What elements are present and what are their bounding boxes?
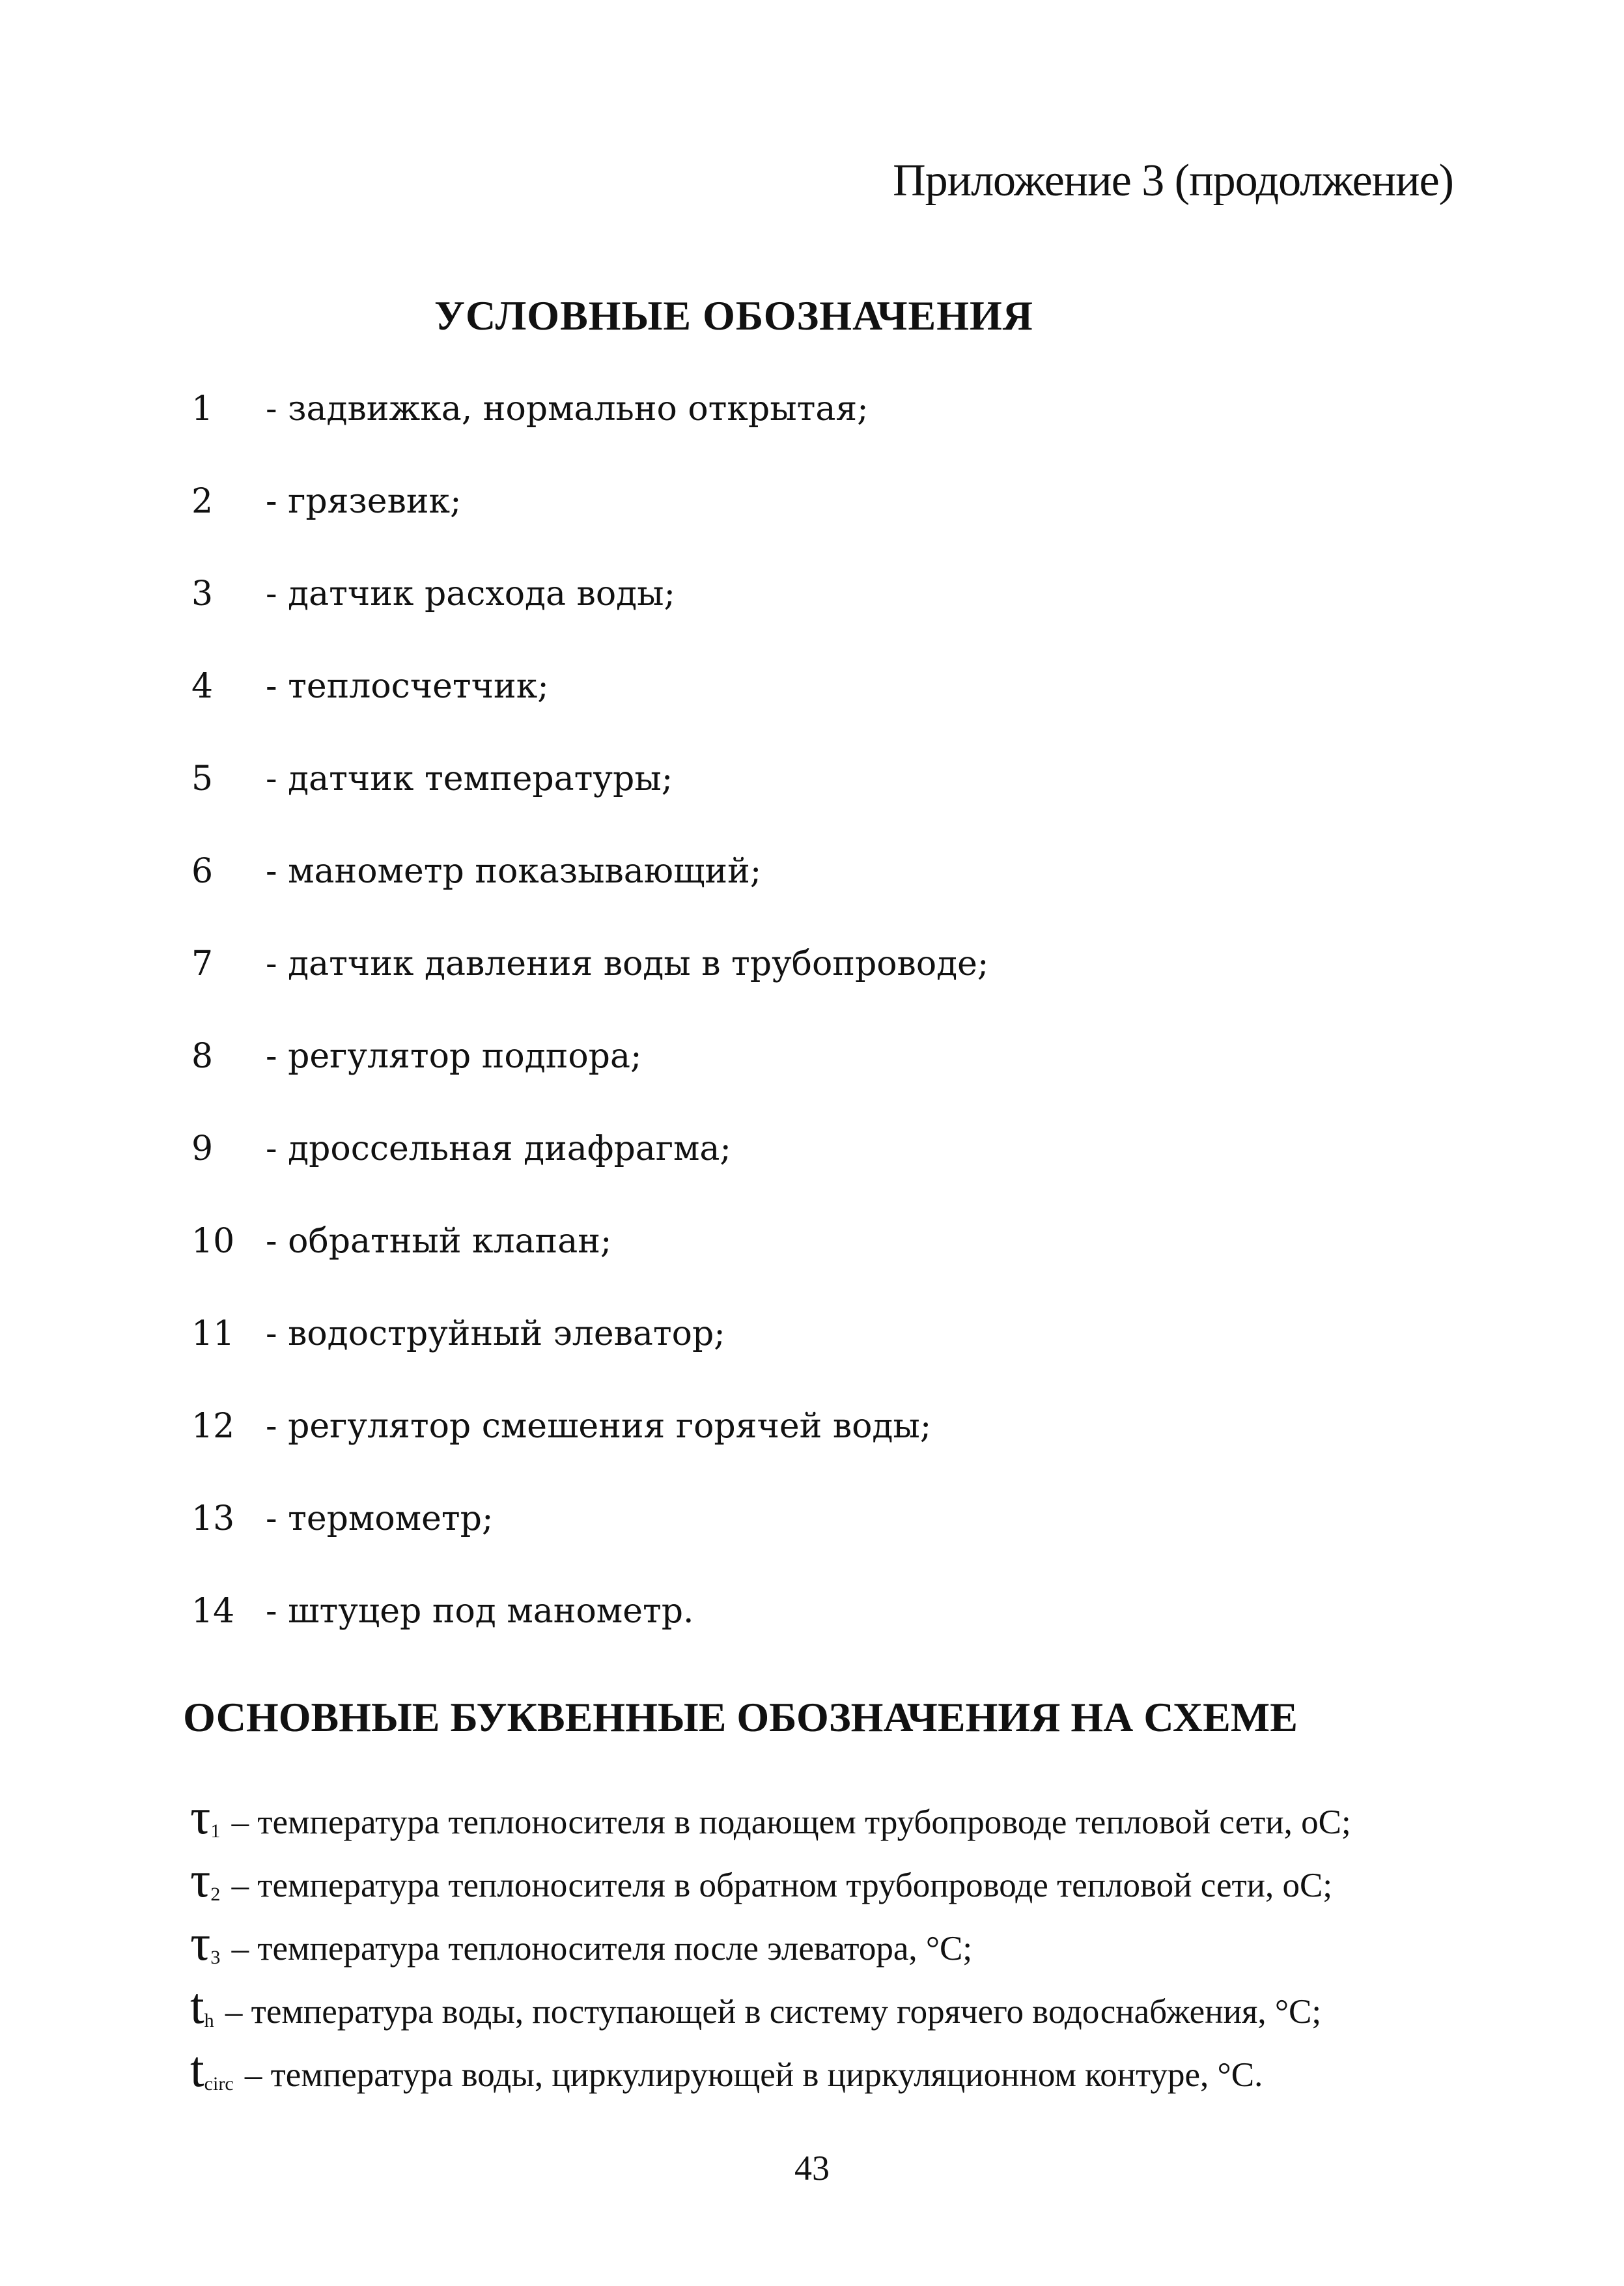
legend-item-number: 3 bbox=[191, 574, 214, 614]
legend-item bbox=[191, 759, 1429, 852]
legend-item-number: 8 bbox=[191, 1037, 214, 1076]
symbol-subscript: circ bbox=[204, 2073, 234, 2095]
symbol-subscript: 1 bbox=[210, 1820, 221, 1842]
legend-item-text: - термометр; bbox=[266, 1499, 494, 1538]
legend-heading: УСЛОВНЫЕ ОБОЗНАЧЕНИЯ bbox=[434, 292, 1033, 339]
symbol-letter: τ bbox=[190, 1914, 211, 1971]
legend-item-text: - водоструйный элеватор; bbox=[266, 1314, 725, 1353]
page-number: 43 bbox=[794, 2149, 830, 2188]
symbol-description: – температура воды, поступающей в систему горячего водоснабжения, °С; bbox=[225, 1993, 1322, 2031]
legend-item bbox=[191, 852, 1429, 944]
symbol-letter: τ bbox=[190, 1788, 211, 1844]
legend-item-text: - штуцер под манометр. bbox=[266, 1592, 694, 1631]
legend-list bbox=[191, 389, 1429, 1684]
legend-item bbox=[191, 1037, 1429, 1129]
legend-item-text: - датчик расхода воды; bbox=[266, 574, 676, 614]
legend-item-number: 5 bbox=[191, 759, 214, 798]
symbol-row bbox=[190, 1977, 1492, 2044]
legend-item-number: 12 bbox=[191, 1407, 235, 1446]
legend-item bbox=[191, 944, 1429, 1037]
symbol-row bbox=[190, 1851, 1492, 1917]
legend-item bbox=[191, 1592, 1429, 1684]
legend-item-number: 11 bbox=[191, 1314, 235, 1353]
legend-item bbox=[191, 389, 1429, 482]
symbol-list bbox=[190, 1788, 1492, 2107]
legend-item-number: 1 bbox=[191, 389, 214, 429]
legend-item bbox=[191, 1407, 1429, 1499]
legend-item-number: 13 bbox=[191, 1499, 235, 1538]
symbol-row bbox=[190, 1914, 1492, 1981]
symbol-row bbox=[190, 2040, 1492, 2107]
legend-item-text: - регулятор подпора; bbox=[266, 1037, 642, 1076]
legend-item-text: - дроссельная диафрагма; bbox=[266, 1129, 731, 1168]
symbol-subscript: 3 bbox=[210, 1947, 221, 1968]
legend-item-text: - регулятор смешения горячей воды; bbox=[266, 1407, 932, 1446]
symbol-description: – температура теплоносителя после элеватора, °С; bbox=[231, 1930, 973, 1968]
legend-item-number: 10 bbox=[191, 1222, 235, 1261]
legend-item-text: - грязевик; bbox=[266, 482, 462, 521]
legend-item-number: 2 bbox=[191, 482, 214, 521]
legend-item bbox=[191, 1314, 1429, 1407]
symbol-description: – температура теплоносителя в подающем трубопроводе тепловой сети, оС; bbox=[231, 1803, 1351, 1841]
symbol-letter: t bbox=[190, 2040, 204, 2097]
symbol-description: – температура теплоносителя в обратном трубопроводе тепловой сети, оС; bbox=[231, 1867, 1333, 1904]
symbol-subscript: 2 bbox=[210, 1884, 221, 1905]
legend-item-text: - датчик температуры; bbox=[266, 759, 673, 798]
legend-item-number: 9 bbox=[191, 1129, 214, 1168]
legend-item-text: - обратный клапан; bbox=[266, 1222, 612, 1261]
legend-item bbox=[191, 1499, 1429, 1592]
legend-item-number: 14 bbox=[191, 1592, 235, 1631]
symbol-row bbox=[190, 1788, 1492, 1854]
legend-item-number: 4 bbox=[191, 667, 214, 706]
legend-item-text: - манометр показывающий; bbox=[266, 852, 762, 891]
letters-heading: ОСНОВНЫЕ БУКВЕННЫЕ ОБОЗНАЧЕНИЯ НА СХЕМЕ bbox=[183, 1694, 1298, 1740]
symbol-description: – температура воды, циркулирующей в циркуляционном контуре, °С. bbox=[244, 2056, 1263, 2094]
legend-item bbox=[191, 667, 1429, 759]
legend-item bbox=[191, 482, 1429, 574]
appendix-note: Приложение 3 (продолжение) bbox=[893, 156, 1453, 206]
symbol-letter: τ bbox=[190, 1851, 211, 1908]
legend-item bbox=[191, 1222, 1429, 1314]
legend-item-text: - датчик давления воды в трубопроводе; bbox=[266, 944, 989, 983]
legend-item-number: 7 bbox=[191, 944, 214, 983]
legend-item-text: - задвижка, нормально открытая; bbox=[266, 389, 869, 429]
symbol-letter: t bbox=[190, 1977, 204, 2034]
symbol-subscript: h bbox=[204, 2010, 214, 2031]
legend-item bbox=[191, 1129, 1429, 1222]
legend-item-text: - теплосчетчик; bbox=[266, 667, 549, 706]
legend-item bbox=[191, 574, 1429, 667]
legend-item-number: 6 bbox=[191, 852, 214, 891]
